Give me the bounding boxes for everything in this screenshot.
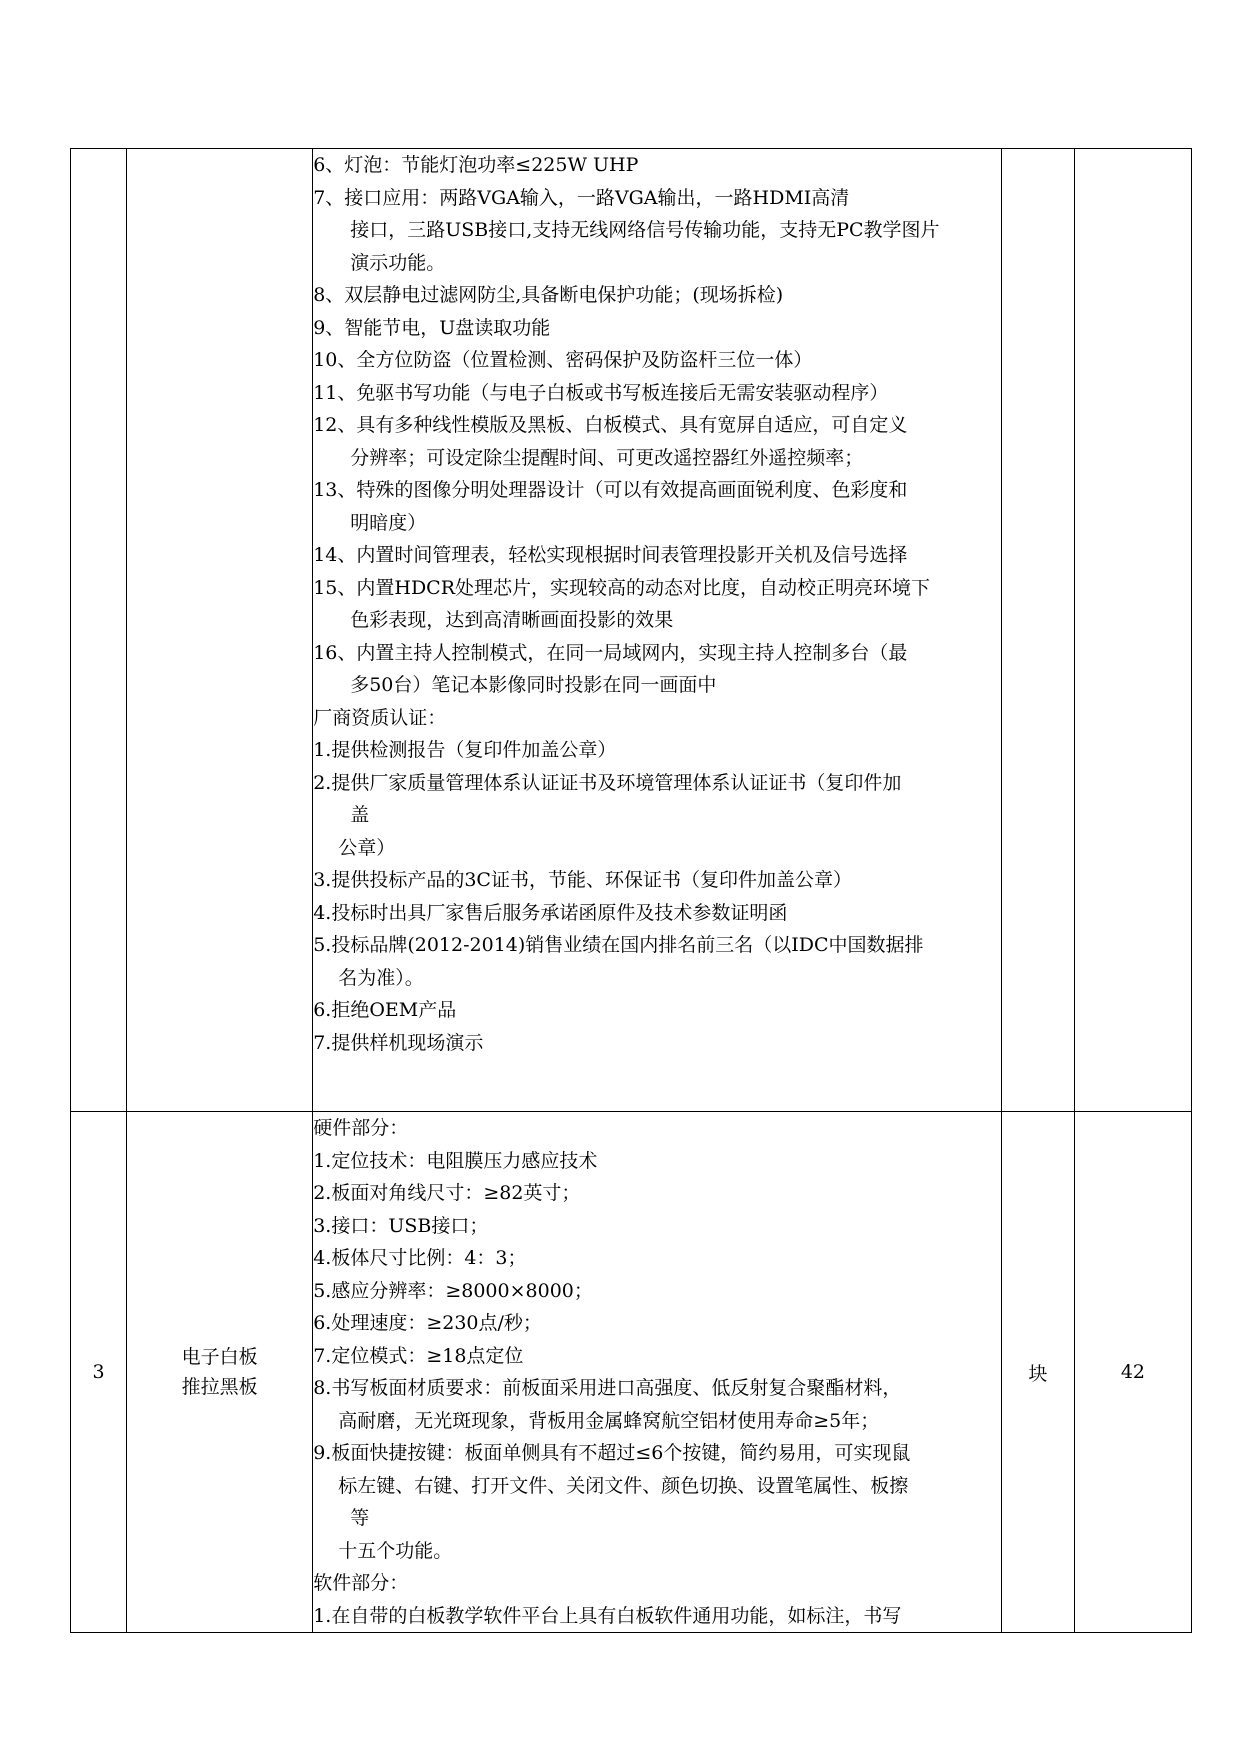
quantity-cell: 42 (1074, 1112, 1191, 1633)
spec-line: 12、具有多种线性模版及黑板、白板模式、具有宽屏自适应，可自定义 (313, 414, 908, 436)
spec-line: 标左键、右键、打开文件、关闭文件、颜色切换、设置笔属性、板擦 (338, 1474, 909, 1497)
item-number-cell (71, 149, 127, 1112)
spec-line: 硬件部分： (313, 1117, 409, 1139)
unit-cell: 块 (1001, 1112, 1074, 1633)
spec-line: 7、接口应用：两路VGA输入，一路VGA输出，一路HDMI高清 (313, 186, 850, 209)
spec-line: 13、特殊的图像分明处理器设计（可以有效提高画面锐利度、色彩度和 (313, 479, 908, 501)
spec-line: 色彩表现，达到高清晰画面投影的效果 (350, 609, 674, 631)
spec-line: 3.接口：USB接口； (313, 1214, 489, 1237)
item-name-line: 电子白板 (181, 1346, 258, 1368)
spec-line: 演示功能。 (350, 251, 446, 274)
item-name-cell (127, 1112, 313, 1633)
spec-line: 盖 (350, 804, 370, 826)
spec-line: 15、内置HDCR处理芯片，实现较高的动态对比度，自动校正明亮环境下 (313, 576, 931, 599)
spec-line: 明暗度） (350, 511, 427, 534)
spec-line: 厂商资质认证： (313, 706, 447, 729)
spec-line: 接口，三路USB接口,支持无线网络信号传输功能，支持无PC教学图片 (350, 219, 940, 241)
spec-line: 1.定位技术：电阻膜压力感应技术 (313, 1149, 598, 1172)
spec-cell (313, 1112, 1002, 1633)
spec-line: 1.提供检测报告（复印件加盖公章） (313, 739, 617, 761)
table-row (71, 1112, 1192, 1633)
spec-cell (313, 149, 1002, 1112)
spec-line: 11、免驱书写功能（与电子白板或书写板连接后无需安装驱动程序） (313, 381, 889, 404)
spec-line: 2.板面对角线尺寸：≥82英寸； (313, 1182, 581, 1204)
item-name-line: 推拉黑板 (181, 1376, 258, 1398)
spec-line: 6.处理速度：≥230点/秒； (313, 1312, 542, 1334)
spec-line: 4.板体尺寸比例：4：3； (313, 1247, 527, 1269)
spec-line: 软件部分： (313, 1572, 409, 1594)
spec-line: 分辨率；可设定除尘提醒时间、可更改遥控器红外遥控频率； (350, 446, 864, 469)
spec-line: 8、双层静电过滤网防尘,具备断电保护功能；(现场拆检) (313, 284, 784, 306)
spec-line: 多50台）笔记本影像同时投影在同一画面中 (350, 674, 717, 696)
spec-line: 1.在自带的白板教学软件平台上具有白板软件通用功能，如标注，书写 (313, 1604, 902, 1627)
spec-table-body (71, 149, 1192, 1633)
item-number-cell: 3 (71, 1112, 127, 1633)
spec-line: 十五个功能。 (338, 1539, 453, 1562)
spec-line: 7.定位模式：≥18点定位 (313, 1344, 524, 1367)
spec-line: 公章） (338, 836, 396, 859)
spec-line: 高耐磨，无光斑现象，背板用金属蜂窝航空铝材使用寿命≥5年； (338, 1409, 880, 1432)
quantity-cell (1074, 149, 1191, 1112)
item-name-cell (127, 149, 313, 1112)
spec-table (70, 148, 1192, 1633)
spec-line: 16、内置主持人控制模式，在同一局域网内，实现主持人控制多台（最 (313, 641, 908, 664)
spec-line: 5.投标品牌(2012-2014)销售业绩在国内排名前三名（以IDC中国数据排 (313, 934, 924, 956)
table-row (71, 149, 1192, 1112)
spec-line: 3.提供投标产品的3C证书，节能、环保证书（复印件加盖公章） (313, 869, 852, 891)
spec-line: 9、智能节电，U盘读取功能 (313, 316, 551, 339)
spec-line: 等 (350, 1507, 370, 1529)
spec-line: 5.感应分辨率：≥8000×8000； (313, 1279, 593, 1302)
spec-line: 2.提供厂家质量管理体系认证证书及环境管理体系认证证书（复印件加 (313, 771, 902, 794)
spec-line: 14、内置时间管理表，轻松实现根据时间表管理投影开关机及信号选择 (313, 544, 908, 566)
unit-cell (1001, 149, 1074, 1112)
spec-line: 10、全方位防盗（位置检测、密码保护及防盗杆三位一体） (313, 349, 813, 371)
spec-line: 6、灯泡：节能灯泡功率≤225W UHP (313, 154, 639, 176)
spec-line: 6.拒绝OEM产品 (313, 999, 457, 1021)
spec-line: 名为准）。 (338, 966, 424, 989)
spec-line: 8.书写板面材质要求：前板面采用进口高强度、低反射复合聚酯材料， (313, 1377, 902, 1399)
spec-line: 4.投标时出具厂家售后服务承诺函原件及技术参数证明函 (313, 901, 788, 924)
spec-line: 9.板面快捷按键：板面单侧具有不超过≤6个按键，简约易用，可实现鼠 (313, 1442, 911, 1464)
spec-line: 7.提供样机现场演示 (313, 1031, 484, 1054)
